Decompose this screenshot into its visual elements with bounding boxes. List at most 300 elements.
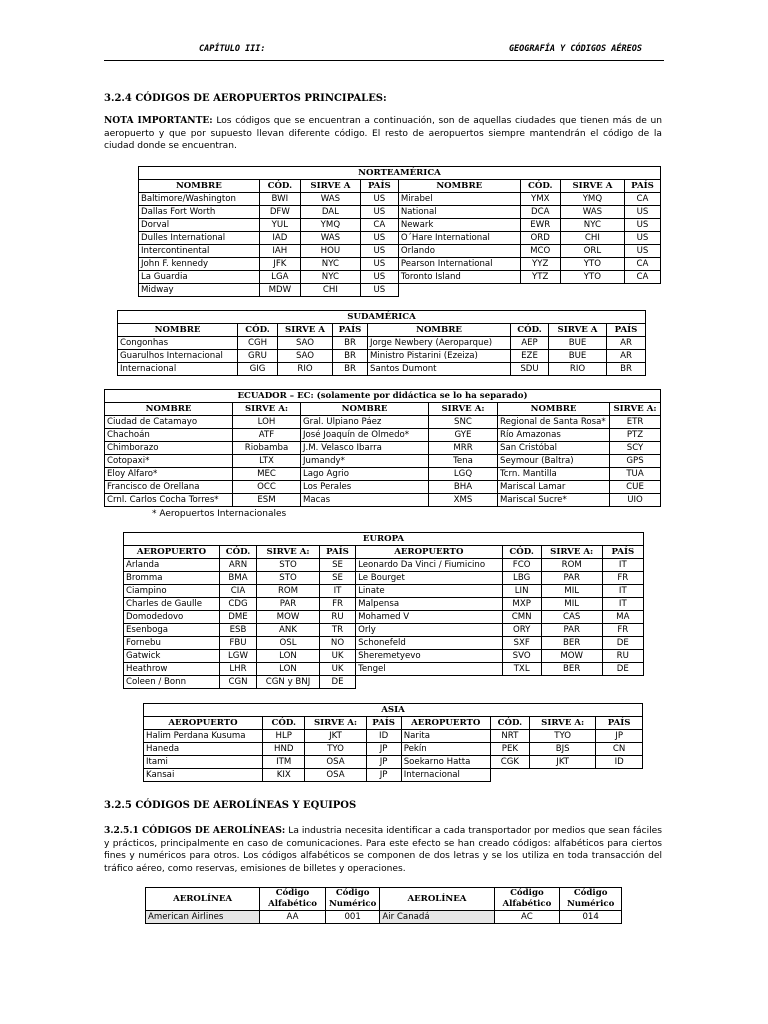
table-cell: MIL (541, 585, 602, 598)
column-header: SIRVE A: (610, 403, 661, 416)
column-header: SIRVE A: (233, 403, 301, 416)
table-cell: ITM (263, 756, 305, 769)
column-header: SIRVE A: (530, 717, 596, 730)
table-cell: RU (602, 650, 643, 663)
table-cell: OSL (257, 637, 320, 650)
table-cell: EZE (511, 350, 549, 363)
table-cell: Tena (429, 455, 498, 468)
table-cell: RU (319, 611, 355, 624)
table-cell (596, 769, 643, 782)
table-cell: MXP (502, 598, 541, 611)
europa-table (123, 532, 644, 689)
table-cell: Schonefeld (356, 637, 502, 650)
table-cell: GIG (238, 363, 278, 376)
column-header: SIRVE A: (257, 546, 320, 559)
table-cell: CA (624, 271, 660, 284)
table-cell: LHR (219, 663, 256, 676)
column-header: PAÍS (596, 717, 643, 730)
table-cell: ATF (233, 429, 301, 442)
table-cell: Guarulhos Internacional (118, 350, 238, 363)
column-header: AEROPUERTO (144, 717, 263, 730)
table-cell: ANK (257, 624, 320, 637)
table-row (124, 585, 644, 598)
column-header: CÓD. (502, 546, 541, 559)
table-cell: BUE (549, 337, 607, 350)
table-cell: NYC (301, 258, 361, 271)
table-row (118, 363, 646, 376)
table-cell: AR (607, 337, 646, 350)
section-heading-324: 3.2.4 CÓDIGOS DE AEROPUERTOS PRINCIPALES: (104, 93, 387, 104)
norteamerica-title-row (139, 167, 661, 180)
table-cell: MOW (541, 650, 602, 663)
table-cell: IT (602, 598, 643, 611)
table-row (105, 455, 661, 468)
table-cell: Bromma (124, 572, 220, 585)
nota-label: NOTA IMPORTANTE: (104, 115, 213, 126)
table-row (144, 769, 643, 782)
table-cell: Mariscal Sucre* (498, 494, 610, 507)
table-row (124, 624, 644, 637)
europa-header-row (124, 546, 644, 559)
table-cell: IT (319, 585, 355, 598)
table-cell: Río Amazonas (498, 429, 610, 442)
column-header: AEROLÍNEA (146, 888, 260, 911)
table-cell: EWR (520, 219, 560, 232)
table-cell: LON (257, 650, 320, 663)
table-cell: BR (333, 350, 368, 363)
table-cell (530, 769, 596, 782)
table-cell: WAS (301, 193, 361, 206)
table-cell: Jumandy* (301, 455, 429, 468)
column-header: NOMBRE (139, 180, 260, 193)
table-cell: SE (319, 572, 355, 585)
table-cell: STO (257, 559, 320, 572)
table-row (124, 637, 644, 650)
column-header: NOMBRE (118, 324, 238, 337)
table-cell: MA (602, 611, 643, 624)
column-header: CÓD. (259, 180, 300, 193)
table-cell: ROM (541, 559, 602, 572)
table-cell: Ciudad de Catamayo (105, 416, 233, 429)
column-header: Código Numérico (325, 888, 379, 911)
table-cell: AA (260, 911, 326, 924)
table-cell: US (360, 245, 398, 258)
table-cell: YMX (520, 193, 560, 206)
table-row (124, 598, 644, 611)
section-3251-paragraph (104, 825, 662, 875)
table-cell: PEK (490, 743, 529, 756)
table-cell: CUE (610, 481, 661, 494)
section-3251-label: 3.2.5.1 CÓDIGOS DE AEROLÍNEAS: (104, 825, 286, 836)
table-cell: YMQ (301, 219, 361, 232)
table-cell: Gatwick (124, 650, 220, 663)
table-cell: PAR (541, 624, 602, 637)
table-cell: BHA (429, 481, 498, 494)
column-header: NOMBRE (398, 180, 520, 193)
table-cell: Soekarno Hatta (401, 756, 490, 769)
table-row (139, 232, 661, 245)
table-cell: DFW (259, 206, 300, 219)
table-cell: 001 (325, 911, 379, 924)
table-cell: LOH (233, 416, 301, 429)
column-header: CÓD. (511, 324, 549, 337)
table-row (139, 206, 661, 219)
table-cell: TUA (610, 468, 661, 481)
table-row (118, 337, 646, 350)
table-cell: GRU (238, 350, 278, 363)
table-cell: TYO (530, 730, 596, 743)
table-cell: CGN y BNJ (257, 676, 320, 689)
column-header: SIRVE A: (305, 717, 366, 730)
table-cell: CIA (219, 585, 256, 598)
table-cell: JKT (305, 730, 366, 743)
table-cell: CAS (541, 611, 602, 624)
table-cell: ID (596, 756, 643, 769)
table-cell: Santos Dumont (368, 363, 511, 376)
table-cell: CDG (219, 598, 256, 611)
ecuador-title: ECUADOR – EC: (solamente por didáctica se lo ha separado) (105, 390, 661, 403)
column-header: PAÍS (360, 180, 398, 193)
table-cell: Jorge Newbery (Aeroparque) (368, 337, 511, 350)
column-header: SIRVE A (549, 324, 607, 337)
column-header: CÓD. (263, 717, 305, 730)
table-cell: DAL (301, 206, 361, 219)
table-cell: Dallas Fort Worth (139, 206, 260, 219)
table-cell: NO (319, 637, 355, 650)
table-cell: US (624, 245, 660, 258)
table-cell: NYC (560, 219, 624, 232)
table-cell: HLP (263, 730, 305, 743)
column-header: NOMBRE (301, 403, 429, 416)
table-cell: LTX (233, 455, 301, 468)
table-cell: US (360, 284, 398, 297)
table-cell: IAH (259, 245, 300, 258)
column-header: CÓD. (490, 717, 529, 730)
table-cell: DE (602, 663, 643, 676)
table-cell: CMN (502, 611, 541, 624)
table-cell: BMA (219, 572, 256, 585)
table-cell: Esenboga (124, 624, 220, 637)
table-cell: SXF (502, 637, 541, 650)
table-cell: SCY (610, 442, 661, 455)
aerolineas-header-row (146, 888, 622, 911)
table-cell: TR (319, 624, 355, 637)
column-header: PAÍS (624, 180, 660, 193)
column-header: NOMBRE (368, 324, 511, 337)
table-cell: US (624, 206, 660, 219)
table-cell: San Cristóbal (498, 442, 610, 455)
table-cell: IT (602, 585, 643, 598)
table-cell: US (360, 193, 398, 206)
table-cell: Chimborazo (105, 442, 233, 455)
table-cell: ARN (219, 559, 256, 572)
table-cell: LON (257, 663, 320, 676)
column-header: PAÍS (333, 324, 368, 337)
table-cell: CGK (490, 756, 529, 769)
table-cell: JFK (259, 258, 300, 271)
section-3251-text: La industria necesita identificar a cada transportador por medios que sean fáciles y prácticos, principalmente en caso de comunicaciones. Para este efecto se han creado códigos: alfabéticos para ciertos fines y numéricos para otros. Los códigos alfabéticos se componen de dos letras y se los utiliza en toda transacción del tráfico aéreo, como reservas, emisiones de billetes y operaciones. (104, 826, 662, 874)
column-header: Código Numérico (560, 888, 622, 911)
table-cell: Charles de Gaulle (124, 598, 220, 611)
column-header: SIRVE A (278, 324, 333, 337)
table-row (139, 193, 661, 206)
nota-importante (104, 115, 662, 153)
norteamerica-header-row (139, 180, 661, 193)
page-header (104, 42, 664, 61)
column-header: PAÍS (366, 717, 401, 730)
table-cell: ROM (257, 585, 320, 598)
table-row (105, 468, 661, 481)
table-cell: XMS (429, 494, 498, 507)
column-header: AEROPUERTO (124, 546, 220, 559)
table-cell: CA (360, 219, 398, 232)
table-row (124, 559, 644, 572)
table-cell: 014 (560, 911, 622, 924)
table-cell: LIN (502, 585, 541, 598)
table-cell: YYZ (520, 258, 560, 271)
sudamerica-table (117, 310, 646, 376)
table-cell: Mirabel (398, 193, 520, 206)
table-cell: ID (366, 730, 401, 743)
table-cell: YTZ (520, 271, 560, 284)
table-row (105, 442, 661, 455)
table-cell (490, 769, 529, 782)
table-cell: Internacional (401, 769, 490, 782)
table-cell: Riobamba (233, 442, 301, 455)
table-row (139, 284, 661, 297)
chapter-topic: GEOGRAFÍA Y CÓDIGOS AÉREOS (508, 44, 642, 54)
table-cell: DME (219, 611, 256, 624)
column-header: AEROPUERTO (401, 717, 490, 730)
table-cell: BR (333, 337, 368, 350)
column-header: PAÍS (319, 546, 355, 559)
table-cell: SE (319, 559, 355, 572)
table-cell: CGN (219, 676, 256, 689)
table-cell: RIO (278, 363, 333, 376)
table-cell: Gral. Ulpiano Páez (301, 416, 429, 429)
table-cell: US (624, 232, 660, 245)
table-cell: BJS (530, 743, 596, 756)
column-header: AEROPUERTO (356, 546, 502, 559)
table-cell: CHI (301, 284, 361, 297)
table-row (139, 271, 661, 284)
asia-title-row (144, 704, 643, 717)
table-row (146, 911, 622, 924)
table-cell: FBU (219, 637, 256, 650)
table-cell: Baltimore/Washington (139, 193, 260, 206)
table-cell: Chachoán (105, 429, 233, 442)
table-row (144, 730, 643, 743)
table-cell: Haneda (144, 743, 263, 756)
table-cell: LBG (502, 572, 541, 585)
table-cell: CN (596, 743, 643, 756)
asia-table (143, 703, 643, 782)
table-row (124, 663, 644, 676)
norteamerica-title: NORTEAMÉRICA (139, 167, 661, 180)
table-cell: OSA (305, 769, 366, 782)
table-cell: John F. kennedy (139, 258, 260, 271)
table-cell: Internacional (118, 363, 238, 376)
table-cell: CGH (238, 337, 278, 350)
table-cell: MIL (541, 598, 602, 611)
table-cell: Heathrow (124, 663, 220, 676)
table-cell: FR (319, 598, 355, 611)
table-row (105, 481, 661, 494)
column-header: SIRVE A (301, 180, 361, 193)
table-cell: GPS (610, 455, 661, 468)
column-header: Código Alfabético (260, 888, 326, 911)
table-cell: WAS (560, 206, 624, 219)
table-cell: Itami (144, 756, 263, 769)
table-cell: US (360, 206, 398, 219)
table-cell: FCO (502, 559, 541, 572)
asia-header-row (144, 717, 643, 730)
table-cell: MRR (429, 442, 498, 455)
table-cell: YMQ (560, 193, 624, 206)
table-row (124, 611, 644, 624)
table-cell: HND (263, 743, 305, 756)
table-cell: BER (541, 663, 602, 676)
table-cell: IAD (259, 232, 300, 245)
table-cell: US (624, 219, 660, 232)
table-cell: JP (366, 743, 401, 756)
sudamerica-header-row (118, 324, 646, 337)
table-row (124, 572, 644, 585)
table-cell: SAO (278, 337, 333, 350)
table-cell: American Airlines (146, 911, 260, 924)
table-cell: Newark (398, 219, 520, 232)
table-cell: CA (624, 258, 660, 271)
table-cell: Macas (301, 494, 429, 507)
table-cell: GYE (429, 429, 498, 442)
table-cell: Coleen / Bonn (124, 676, 220, 689)
table-cell: Mohamed V (356, 611, 502, 624)
table-cell: Le Bourget (356, 572, 502, 585)
table-cell: Orlando (398, 245, 520, 258)
table-cell: TYO (305, 743, 366, 756)
table-cell: LGQ (429, 468, 498, 481)
table-cell: OSA (305, 756, 366, 769)
table-cell: Kansai (144, 769, 263, 782)
table-cell: PAR (541, 572, 602, 585)
table-cell: Crnl. Carlos Cocha Torres* (105, 494, 233, 507)
table-cell: Linate (356, 585, 502, 598)
table-cell: US (360, 258, 398, 271)
table-cell: Los Perales (301, 481, 429, 494)
table-cell: JP (366, 769, 401, 782)
table-cell: PAR (257, 598, 320, 611)
table-cell: Dulles International (139, 232, 260, 245)
table-cell: ETR (610, 416, 661, 429)
table-row (105, 429, 661, 442)
table-cell: AC (494, 911, 560, 924)
table-row (139, 258, 661, 271)
table-row (124, 676, 644, 689)
table-cell: STO (257, 572, 320, 585)
ecuador-footnote: * Aeropuertos Internacionales (152, 509, 287, 519)
nota-text: Los códigos que se encuentran a continuación, son de aquellas ciudades que tienen más de un aeropuerto y que por supuesto llevan diferente código. El resto de aeropuertos siempre mantendrán el código de la ciudad donde se encuentran. (104, 116, 662, 151)
table-cell: Air Canadá (380, 911, 494, 924)
table-cell: La Guardia (139, 271, 260, 284)
table-cell: DCA (520, 206, 560, 219)
table-cell: MOW (257, 611, 320, 624)
table-cell: Cotopaxi* (105, 455, 233, 468)
table-row (105, 494, 661, 507)
table-cell: FR (602, 572, 643, 585)
table-cell: Arlanda (124, 559, 220, 572)
table-cell: Leonardo Da Vinci / Fiumicino (356, 559, 502, 572)
table-cell: JP (596, 730, 643, 743)
table-cell: Congonhas (118, 337, 238, 350)
table-cell: FR (602, 624, 643, 637)
table-cell: O´Hare International (398, 232, 520, 245)
table-cell: BR (333, 363, 368, 376)
table-cell: JKT (530, 756, 596, 769)
sudamerica-title-row (118, 311, 646, 324)
chapter-label: CAPÍTULO III: (199, 44, 266, 54)
table-cell: Dorval (139, 219, 260, 232)
table-cell: SAO (278, 350, 333, 363)
column-header: NOMBRE (498, 403, 610, 416)
table-row (124, 650, 644, 663)
table-cell: Malpensa (356, 598, 502, 611)
table-cell: CA (624, 193, 660, 206)
table-cell: UK (319, 663, 355, 676)
table-cell: YUL (259, 219, 300, 232)
table-cell: Ciampino (124, 585, 220, 598)
table-cell: US (360, 271, 398, 284)
table-cell: ESB (219, 624, 256, 637)
table-row (105, 416, 661, 429)
table-cell: YTO (560, 271, 624, 284)
table-row (139, 219, 661, 232)
column-header: PAÍS (607, 324, 646, 337)
table-cell: Orly (356, 624, 502, 637)
table-cell: Tcrn. Mantilla (498, 468, 610, 481)
table-row (118, 350, 646, 363)
table-cell: HOU (301, 245, 361, 258)
table-cell: YTO (560, 258, 624, 271)
table-cell: ESM (233, 494, 301, 507)
norteamerica-table (138, 166, 661, 297)
table-cell: IT (602, 559, 643, 572)
table-cell: AEP (511, 337, 549, 350)
table-cell: MEC (233, 468, 301, 481)
europa-title-row (124, 533, 644, 546)
column-header: AEROLÍNEA (380, 888, 494, 911)
column-header: CÓD. (238, 324, 278, 337)
table-cell: PTZ (610, 429, 661, 442)
table-cell: Toronto Island (398, 271, 520, 284)
table-cell: Eloy Alfaro* (105, 468, 233, 481)
asia-title: ASIA (144, 704, 643, 717)
table-cell: Narita (401, 730, 490, 743)
table-cell: Pekín (401, 743, 490, 756)
table-row (144, 756, 643, 769)
table-cell: Seymour (Baltra) (498, 455, 610, 468)
table-cell: TXL (502, 663, 541, 676)
column-header: NOMBRE (105, 403, 233, 416)
table-cell: Pearson International (398, 258, 520, 271)
table-cell: OCC (233, 481, 301, 494)
table-cell: Fornebu (124, 637, 220, 650)
table-cell: RIO (549, 363, 607, 376)
table-cell: Intercontinental (139, 245, 260, 258)
table-cell: KIX (263, 769, 305, 782)
ecuador-header-row (105, 403, 661, 416)
table-cell: SDU (511, 363, 549, 376)
table-cell: Domodedovo (124, 611, 220, 624)
